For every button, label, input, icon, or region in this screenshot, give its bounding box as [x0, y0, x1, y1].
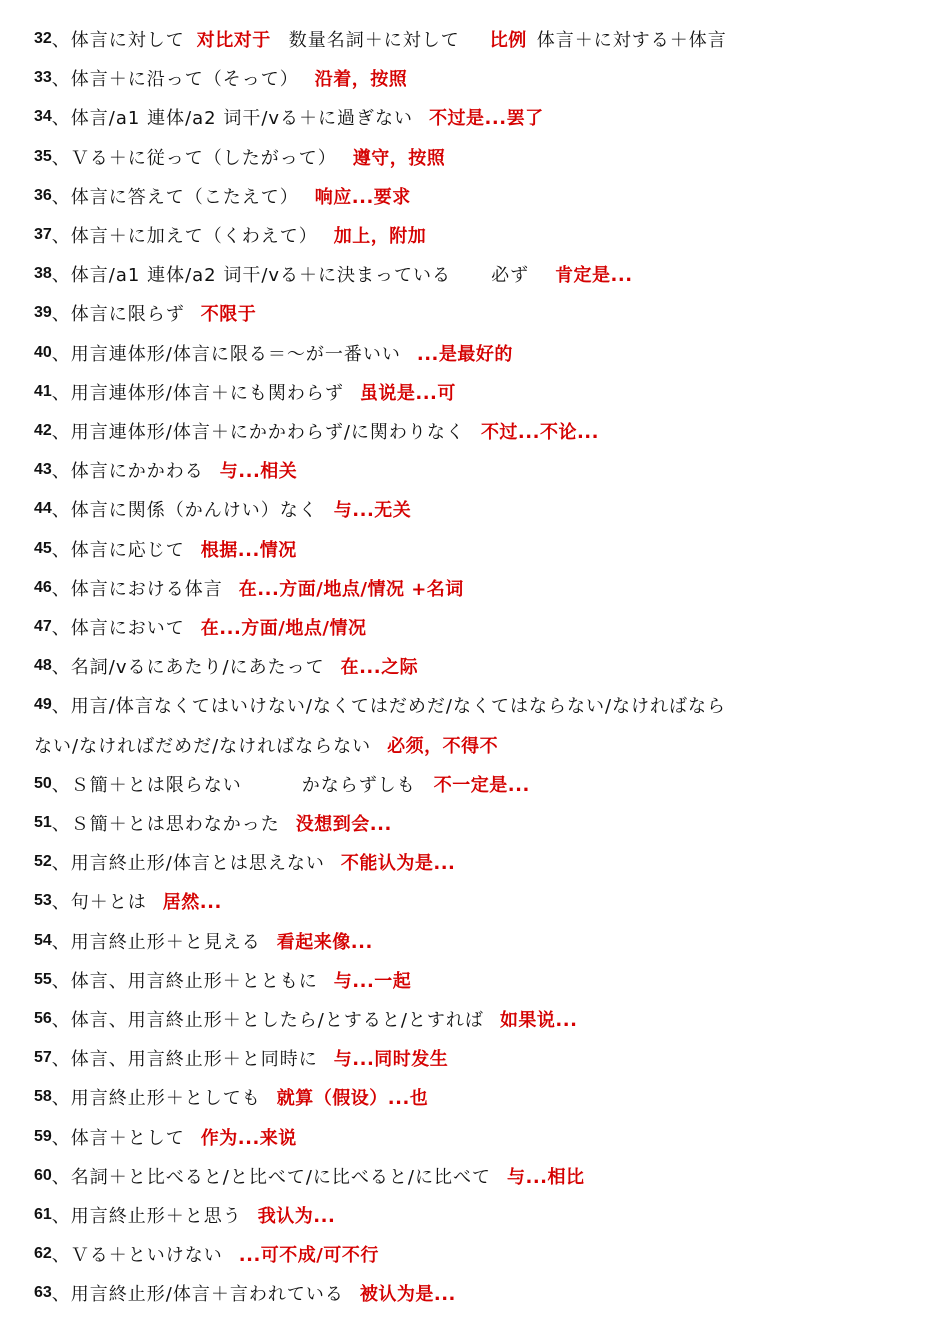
japanese-pattern: 、体言にかかわる [51, 461, 204, 483]
entry-line [34, 847, 930, 877]
japanese-pattern: 、体言に限らず [51, 304, 185, 326]
chinese-meaning: 虽说是...可 [359, 382, 456, 404]
japanese-pattern: 、用言連体形/体言＋にかかわらず/に関わりなく [51, 422, 465, 443]
chinese-meaning: 我认为... [257, 1206, 336, 1227]
japanese-pattern: 、用言終止形＋と見える [51, 931, 261, 953]
chinese-meaning: 不过...不论... [480, 422, 599, 443]
chinese-meaning: 如果说... [499, 1010, 578, 1031]
entry-line [34, 63, 930, 93]
chinese-meaning: 就算（假设）...也 [276, 1088, 429, 1110]
entry-number: 63 [34, 1284, 52, 1302]
japanese-pattern: 、体言＋として [51, 1127, 185, 1149]
entry-number: 51 [34, 814, 52, 831]
entry-line [34, 651, 930, 681]
entry-line [34, 259, 930, 289]
entry-number: 44 [34, 500, 52, 518]
entry-number: 35 [34, 147, 52, 165]
entry-line [34, 377, 930, 407]
chinese-meaning: 与...同时发生 [333, 1049, 449, 1071]
entry-line [34, 730, 930, 760]
entry-line [34, 1239, 930, 1269]
chinese-meaning: 居然... [162, 892, 222, 914]
chinese-meaning: 不能认为是... [340, 853, 456, 875]
chinese-meaning: 根据...情况 [200, 539, 297, 561]
entry-line [34, 769, 930, 799]
entry-line [34, 220, 930, 250]
japanese-pattern: 、体言、用言終止形＋と同時に [51, 1049, 318, 1071]
chinese-meaning: 与...相关 [219, 461, 298, 483]
chinese-meaning: 遵守，按照 [352, 147, 446, 169]
chinese-meaning: 没想到会... [295, 814, 392, 835]
japanese-pattern: 、用言/体言なくてはいけない/なくてはだめだ/なくてはならない/なければなら [51, 696, 727, 718]
entry-line [34, 1161, 930, 1191]
chinese-meaning: 在...方面/地点/情况 +名词 [238, 578, 464, 600]
entry-number: 53 [34, 892, 52, 910]
entry-line [34, 534, 930, 564]
chinese-meaning: 不一定是... [433, 774, 530, 796]
japanese-pattern: 、体言、用言終止形＋とともに [51, 970, 318, 992]
entry-line [34, 573, 930, 603]
entry-line [34, 1200, 930, 1230]
entry-number: 46 [34, 578, 52, 596]
chinese-meaning: 沿着，按照 [314, 69, 408, 91]
japanese-pattern: 、体言に応じて [51, 539, 185, 561]
entry-number: 34 [34, 108, 52, 126]
japanese-pattern: 、用言終止形/体言＋言われている [51, 1284, 344, 1306]
entry-number: 59 [34, 1127, 52, 1145]
entry-number: 49 [34, 696, 52, 714]
entry-line [34, 612, 930, 642]
entry-number: 61 [34, 1206, 52, 1223]
entry-line [34, 181, 930, 211]
entry-number: 38 [34, 265, 52, 283]
entry-line [34, 1278, 930, 1308]
japanese-pattern: 、体言における体言 [51, 578, 223, 600]
japanese-pattern: 、体言に関係（かんけい）なく [51, 500, 318, 522]
japanese-pattern: 、Ｖる＋に従って（したがって） [51, 147, 337, 169]
entry-number: 55 [34, 970, 52, 988]
japanese-pattern: 、名詞＋と比べると/と比べて/に比べると/に比べて [51, 1166, 491, 1188]
entry-number: 36 [34, 186, 52, 204]
chinese-meaning: 肯定是... [555, 265, 633, 287]
chinese-meaning: 作为...来说 [200, 1127, 297, 1149]
chinese-meaning: 与...一起 [333, 970, 412, 992]
entry-number: 56 [34, 1010, 52, 1027]
japanese-pattern: 、Ｓ簡＋とは限らない [51, 774, 242, 796]
entry-line [34, 24, 930, 54]
entry-line [34, 102, 930, 132]
chinese-meaning: 对比对于 [196, 30, 271, 51]
japanese-pattern: 、用言連体形/体言＋にも関わらず [51, 382, 344, 404]
japanese-pattern: 、Ｖる＋といけない [51, 1245, 223, 1267]
entry-line [34, 926, 930, 956]
chinese-meaning: 与...相比 [507, 1166, 585, 1188]
chinese-meaning: 比例 [489, 30, 527, 51]
entry-number: 62 [34, 1245, 52, 1263]
entry-number: 54 [34, 931, 52, 949]
japanese-pattern: 、体言において [51, 618, 185, 639]
entry-line [34, 690, 930, 720]
chinese-meaning: 不限于 [200, 304, 257, 326]
entry-number: 42 [34, 422, 52, 439]
japanese-pattern: 、用言終止形＋と思う [51, 1206, 242, 1227]
entry-number: 43 [34, 461, 52, 479]
chinese-meaning: 与...无关 [333, 500, 412, 522]
japanese-pattern: 、体言＋に加えて（くわえて） [51, 226, 318, 247]
entry-line [34, 1122, 930, 1152]
japanese-pattern: 、体言/a1 連体/a2 词干/vる＋に過ぎない [51, 108, 414, 130]
chinese-meaning: ...是最好的 [416, 343, 513, 365]
entry-line [34, 808, 930, 838]
chinese-meaning: ...可不成/可不行 [238, 1245, 379, 1267]
japanese-pattern: 、体言/a1 連体/a2 词干/vる＋に決まっている [51, 265, 452, 287]
chinese-meaning: 在...之际 [340, 657, 419, 679]
entry-line [34, 1043, 930, 1073]
entry-number: 41 [34, 382, 52, 400]
entry-number: 40 [34, 343, 52, 361]
chinese-meaning: 不过是...罢了 [429, 108, 544, 130]
entry-line [34, 142, 930, 172]
japanese-pattern: 、用言連体形/体言に限る＝～が一番いい [51, 343, 401, 365]
japanese-pattern: 、用言終止形/体言とは思えない [51, 853, 325, 875]
entry-line [34, 1082, 930, 1112]
japanese-pattern: 、Ｓ簡＋とは思わなかった [51, 814, 280, 835]
chinese-meaning: 必须，不得不 [387, 735, 499, 757]
entry-number: 32 [34, 30, 52, 47]
japanese-pattern: 、体言、用言終止形＋としたら/とすると/とすれば [51, 1010, 484, 1031]
entry-number: 37 [34, 226, 52, 243]
entry-number: 58 [34, 1088, 52, 1106]
japanese-pattern: かならずしも [301, 774, 416, 796]
chinese-meaning: 被认为是... [359, 1284, 456, 1306]
chinese-meaning: 看起来像... [276, 931, 373, 953]
entry-line [34, 455, 930, 485]
japanese-pattern: 、体言に対して [51, 30, 185, 51]
japanese-pattern: 体言＋に対する＋体言 [536, 30, 727, 51]
chinese-meaning: 在...方面/地点/情况 [200, 618, 367, 639]
entry-line [34, 1004, 930, 1034]
entry-number: 45 [34, 539, 52, 557]
entry-line [34, 416, 930, 446]
entry-number: 50 [34, 774, 52, 792]
entry-line [34, 886, 930, 916]
entry-line [34, 298, 930, 328]
entry-line [34, 338, 930, 368]
japanese-pattern: 、句＋とは [51, 892, 147, 914]
entry-number: 47 [34, 618, 52, 635]
japanese-pattern: 、名詞/vるにあたり/にあたって [51, 657, 325, 679]
chinese-meaning: 加上，附加 [333, 226, 427, 247]
entry-line [34, 494, 930, 524]
entry-number: 33 [34, 69, 52, 87]
japanese-pattern: 数量名詞＋に対して [288, 30, 460, 51]
entry-number: 60 [34, 1166, 52, 1184]
japanese-pattern: 必ず [491, 265, 530, 287]
entry-number: 52 [34, 853, 52, 871]
japanese-pattern: 、体言に答えて（こたえて） [51, 186, 299, 208]
japanese-pattern: 、体言＋に沿って（そって） [51, 69, 299, 91]
entry-number: 57 [34, 1049, 52, 1067]
entry-line [34, 965, 930, 995]
japanese-pattern: 、用言終止形＋としても [51, 1088, 261, 1110]
entry-number: 48 [34, 657, 52, 675]
chinese-meaning: 响应...要求 [314, 186, 411, 208]
entry-number: 39 [34, 304, 52, 322]
japanese-pattern: ない/なければだめだ/なければならない [34, 735, 372, 757]
